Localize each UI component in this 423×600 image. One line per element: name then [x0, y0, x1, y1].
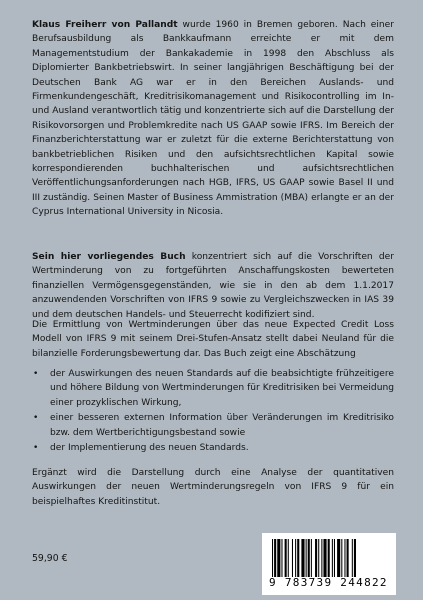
barcode-bar [295, 539, 296, 577]
barcode-bar [281, 539, 282, 577]
barcode-bar [292, 539, 293, 577]
author-bio-paragraph [32, 18, 394, 220]
barcode-bar [328, 539, 330, 577]
barcode-bar [347, 539, 349, 577]
barcode-bar [354, 539, 356, 577]
list-item [32, 441, 394, 455]
barcode-bar [308, 539, 310, 577]
barcode-bar [352, 539, 353, 577]
book-intro-lead: Sein hier vorliegendes Buch [32, 252, 186, 262]
list-item [32, 367, 394, 410]
barcode-bar [337, 539, 340, 577]
barcode-bar [301, 539, 304, 577]
author-bio [32, 18, 394, 220]
barcode-bar [285, 539, 287, 577]
barcode-bar [315, 539, 317, 577]
conclusion-paragraph: Ergänzt wird die Darstellung durch eine Analyse der quantitativen Auswirkungen der neuen Wertminderungsregeln von IFRS 9 für ein beispielhaftes Kreditinstitut. [32, 468, 394, 507]
author-bio-text: wurde 1960 in Bremen geboren. Nach einer Berufsausbildung als Bankkaufmann erreichte er mit dem Managementstudium der Bankakademie in 1998 den Abschluss als Diplomierter Bankbetriebswirt. In seiner langjährigen Beschäftigung bei der Deutschen Bank AG war er in den Bereichen Auslands- und Firmenkundengeschäft, Kreditrisikomanagement und Risikocontrolling im In- und Ausland verantwortlich tätig und konzentrierte sich auf die Darstellung der Risikovorsorgen und Problemkredite nach US GAAP sowie IFRS. Im Bereich der Finanzberichterstattung war er zuletzt für die externe Berichterstattung von bankbetrieblichen Risiken und den aufsichtsrechtlichen Kapital sowie korrespondierenden buchhalterischen und aufsichtsrechtlichen Veröffentlichungsanforderungen nach HGB, IFRS, US GAAP sowie Basel II und III zuständig. Seinen Master of Business Ammistration (MBA) erlangte er an der Cyprus International University in Nicosia. [32, 20, 394, 218]
barcode [262, 533, 396, 595]
barcode-bar [274, 539, 276, 577]
conclusion-section [32, 466, 394, 509]
barcode-bar [311, 539, 312, 577]
method-paragraph: Die Ermittlung von Wertminderungen über das neue Expected Credit Loss Modell von IFRS 9 mit seinem Drei-Stufen-Ansatz stellt dabei Neuland für die bilanzielle Forderungsbewertung dar. Das Buch zeigt eine Abschätzung [32, 320, 394, 359]
bullet-icon: • [33, 443, 39, 454]
barcode-bar [344, 539, 345, 577]
book-intro-text: konzentriert sich auf die Vorschriften der Wertminderung von zu fortgeführten Anschaffungskosten bewerteten finanziellen Vermögensgegenständen, wie sie in den ab dem 1.1.2017 anzuwendenden Vorschriften von IFRS 9 sowie zu Vergleichszwecken in IAS 39 und dem deutschen Handels- und Steuerrecht kodifiziert sind. [32, 252, 395, 320]
barcode-bar [318, 539, 319, 577]
bullet-icon: • [33, 413, 39, 424]
barcode-bar [323, 539, 326, 577]
effects-list [32, 367, 394, 456]
method-section [32, 318, 394, 361]
list-item-text: einer besseren externen Information über Veränderungen im Kreditrisiko bzw. dem Wertberichtigungsbestand sowie [50, 413, 394, 438]
list-item [32, 411, 394, 440]
author-name: Klaus Freiherr von Pallandt [32, 20, 178, 30]
book-intro-paragraph [32, 250, 394, 322]
list-item-text: der Implementierung des neuen Standards. [50, 443, 249, 454]
barcode-bar [297, 539, 299, 577]
barcode-bar [277, 539, 280, 577]
barcode-bar [306, 539, 307, 577]
barcode-bar [341, 539, 342, 577]
barcode-bars-icon [272, 539, 388, 577]
barcode-bar [334, 539, 335, 577]
barcode-bar [272, 539, 273, 577]
barcode-bar [288, 539, 289, 577]
book-intro [32, 250, 394, 322]
barcode-bar [321, 539, 322, 577]
price-label: 59,90 € [32, 553, 68, 564]
barcode-bar [332, 539, 333, 577]
list-item-text: der Auswirkungen des neuen Standards auf die beabsichtigte frühzeitigere und höhere Bildung von Wertminderungen für Kreditrisiken bei Vermeidung einer prozyklischen Wirkung, [50, 369, 394, 408]
bullet-icon: • [33, 369, 39, 379]
isbn-number: 9 783739 244822 [269, 576, 388, 589]
